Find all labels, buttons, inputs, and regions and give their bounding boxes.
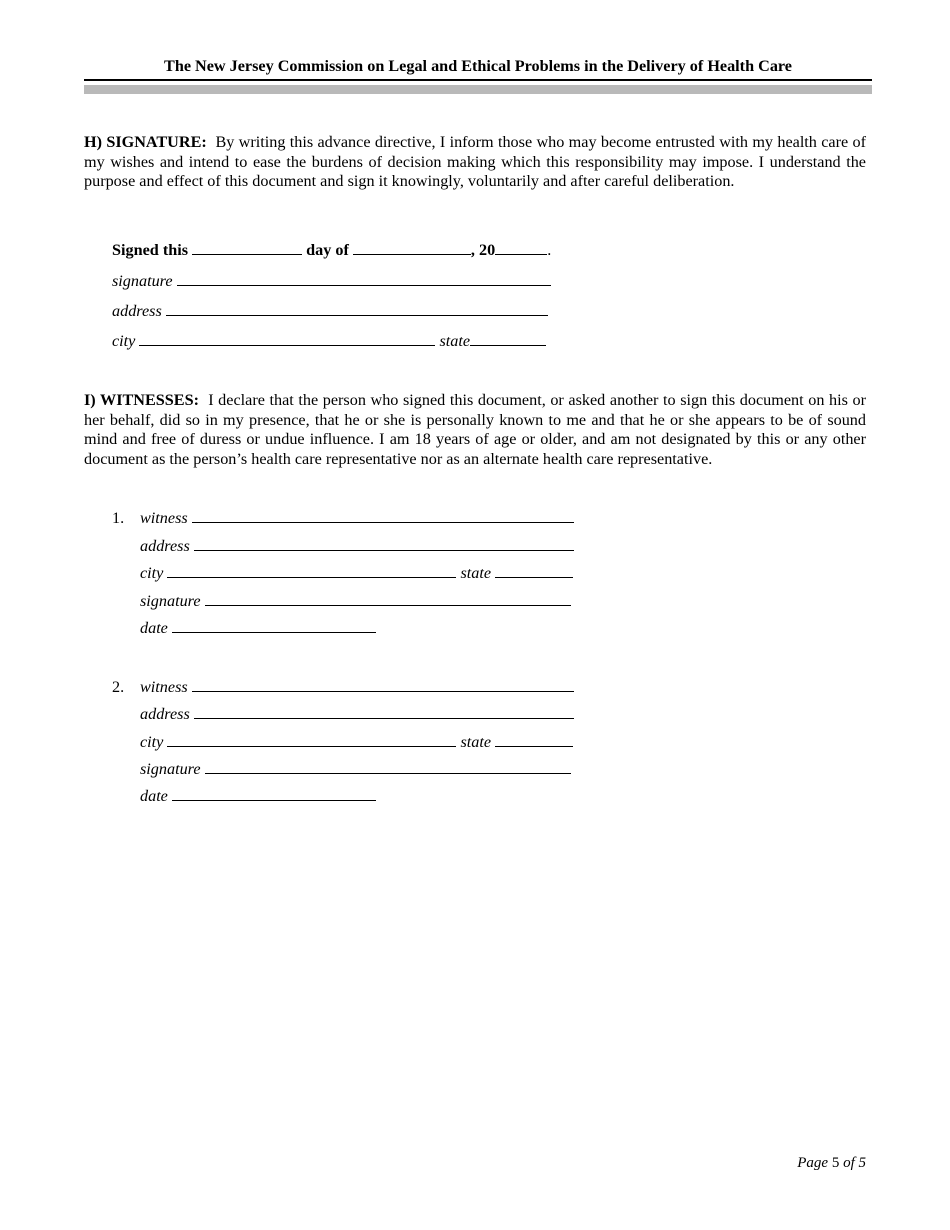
- principal-state-label: state: [439, 332, 471, 350]
- day-of-label: day of: [306, 241, 349, 259]
- witness-2-city-line: [140, 732, 573, 752]
- principal-state-field[interactable]: [470, 331, 546, 346]
- witness-1-date-line: [140, 618, 376, 638]
- witness-1-city-line: [140, 563, 573, 583]
- witness-1-number: 1.: [112, 509, 125, 527]
- signature-section-body: By writing this advance directive, I inform those who may become entrusted with my health care of my wishes and intend to ease the burdens of decision making which this responsibility may impose. I understand the purpose and effect of this document and sign it knowingly, voluntarily and after careful deliberation.: [84, 133, 867, 191]
- witness-2-address-label: address: [140, 705, 190, 723]
- principal-address-line: [112, 301, 548, 321]
- signature-section-paragraph: [84, 133, 866, 192]
- witness-1-date-label: date: [140, 619, 168, 637]
- witness-2-signature-line: [140, 759, 571, 779]
- witnesses-section-paragraph: [84, 391, 866, 469]
- signed-year-field[interactable]: [495, 240, 547, 255]
- witness-1-city-label: city: [140, 564, 164, 582]
- witness-2-city-field[interactable]: [167, 732, 456, 747]
- witness-2-name-line: [140, 677, 574, 697]
- principal-signature-label: signature: [112, 272, 173, 290]
- header-rule: [84, 79, 872, 81]
- header-shaded-bar: [84, 85, 872, 94]
- page-footer: [797, 1155, 866, 1172]
- witness-1-address-field[interactable]: [194, 536, 574, 551]
- signed-day-field[interactable]: [192, 240, 302, 255]
- witness-1-name-field[interactable]: [192, 508, 574, 523]
- witness-1-state-label: state: [460, 564, 492, 582]
- witness-1-signature-line: [140, 591, 571, 611]
- witness-2-signature-label: signature: [140, 760, 201, 778]
- principal-address-label: address: [112, 302, 162, 320]
- witness-2-city-label: city: [140, 733, 164, 751]
- footer-of-word: of: [843, 1155, 855, 1171]
- witness-2-state-field[interactable]: [495, 732, 573, 747]
- signed-period: .: [547, 241, 552, 259]
- witness-2-name-label: witness: [140, 678, 188, 696]
- witness-1-state-field[interactable]: [495, 563, 573, 578]
- witness-1-date-field[interactable]: [172, 618, 376, 633]
- witness-1-name-label: witness: [140, 509, 188, 527]
- witnesses-section-body: I declare that the person who signed this document, or asked another to sign this document on his or her behalf, did so in my presence, that he or she is personally known to me and that he or she appears to be of sound mind and free of duress or undue influence. I am 18 years of age or older, and am not designated by this or any other document as the person’s health care representative nor as an alternate health care representative.: [84, 391, 867, 468]
- witness-2-date-label: date: [140, 787, 168, 805]
- principal-city-line: [112, 331, 546, 351]
- witness-2-name-field[interactable]: [192, 677, 574, 692]
- witness-2-date-field[interactable]: [172, 786, 376, 801]
- witnesses-section-heading: I) WITNESSES:: [84, 391, 199, 409]
- principal-address-field[interactable]: [166, 301, 548, 316]
- witness-1-signature-label: signature: [140, 592, 201, 610]
- principal-signature-field[interactable]: [177, 271, 551, 286]
- signed-month-field[interactable]: [353, 240, 471, 255]
- witness-2-number: 2.: [112, 678, 125, 696]
- footer-total-pages: 5: [858, 1155, 866, 1171]
- principal-signature-line: [112, 271, 551, 291]
- principal-city-field[interactable]: [139, 331, 435, 346]
- witness-2-date-line: [140, 786, 376, 806]
- page-header-title: The New Jersey Commission on Legal and Ethical Problems in the Delivery of Health Care: [164, 57, 792, 75]
- witness-2-signature-field[interactable]: [205, 759, 571, 774]
- footer-page-word: Page: [797, 1155, 829, 1171]
- principal-city-label: city: [112, 332, 136, 350]
- footer-page-number: 5: [831, 1155, 840, 1171]
- witness-1-address-line: [140, 536, 574, 556]
- witness-1-signature-field[interactable]: [205, 591, 571, 606]
- witness-2-state-label: state: [460, 733, 492, 751]
- year-prefix-label: , 20: [470, 241, 496, 259]
- witness-2-address-field[interactable]: [194, 704, 574, 719]
- witness-1-address-label: address: [140, 537, 190, 555]
- witness-1-city-field[interactable]: [167, 563, 456, 578]
- witness-2-address-line: [140, 704, 574, 724]
- witness-1-name-line: [140, 508, 574, 528]
- signed-this-label: Signed this: [112, 241, 189, 259]
- signature-section-heading: H) SIGNATURE:: [84, 133, 207, 151]
- signed-this-line: [112, 240, 551, 260]
